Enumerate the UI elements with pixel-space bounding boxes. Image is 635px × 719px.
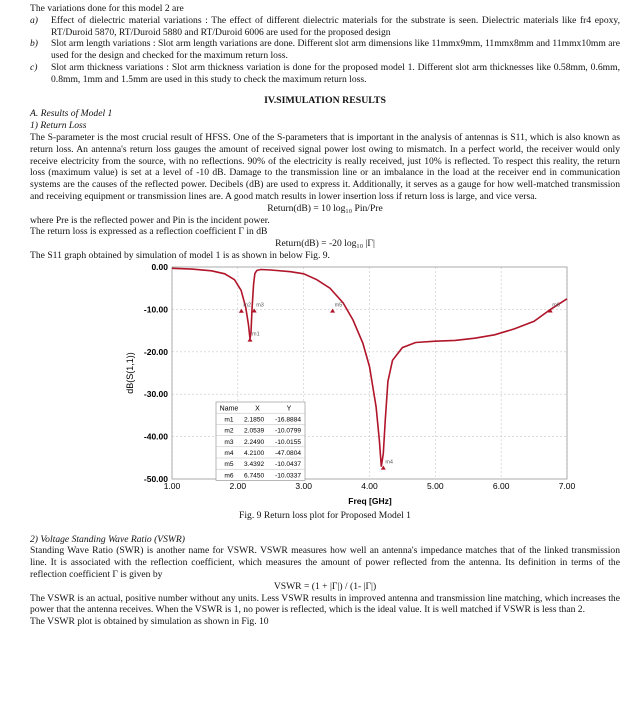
variations-list — [30, 15, 620, 86]
figure-9 — [30, 264, 620, 508]
marker-table-cell: m3 — [224, 438, 234, 446]
x-tick-label: 3.00 — [295, 480, 312, 491]
y-tick-label: -10.00 — [143, 304, 168, 315]
marker-table-cell: -16.8884 — [275, 416, 302, 424]
marker-table-cell: m2 — [224, 427, 234, 435]
marker-table-cell: m4 — [224, 449, 234, 457]
list-text: Effect of dielectric material variations : The effect of different dielectric materials for the substrate is seen. Dielectric materials like fr4 epoxy, RT/Duroid 5870, RT/Duroid 5880 and RT/Duroid 6006 are used for the proposed design — [51, 14, 620, 38]
marker-table-cell: 2.1850 — [244, 416, 265, 424]
marker-table-cell: m5 — [224, 460, 234, 468]
equation-return-loss-2: Return(dB) = -20 log₁₀ |Γ| — [275, 238, 375, 250]
marker-table-cell: m1 — [224, 416, 234, 424]
marker-table-cell: -10.0799 — [275, 427, 302, 435]
y-tick-label: -30.00 — [143, 388, 168, 399]
equation-return-loss-1: Return(dB) = 10 log₁₀ Pin/Pre — [267, 202, 383, 214]
subsection-2-title: 2) Voltage Standing Wave Ratio (VSWR) — [30, 533, 185, 545]
marker-table — [216, 402, 305, 480]
marker-table-cell: -47.0804 — [275, 449, 302, 457]
y-tick-label: -20.00 — [143, 346, 168, 357]
x-tick-label: 7.00 — [558, 480, 576, 491]
y-tick-label: -40.00 — [143, 431, 168, 442]
marker-table-cell: -10.0155 — [275, 438, 302, 446]
list-label: c) — [30, 61, 38, 73]
marker-label: m3 — [256, 302, 264, 309]
marker-label: m1 — [252, 331, 260, 338]
marker-m1 — [248, 337, 253, 341]
y-tick-label: 0.00 — [151, 263, 168, 272]
x-tick-label: 5.00 — [427, 480, 444, 491]
marker-table-cell: -10.0337 — [275, 472, 302, 480]
marker-label: m5 — [334, 302, 343, 309]
subsection-1-title: 1) Return Loss — [30, 120, 87, 132]
marker-label: m6 — [552, 302, 560, 309]
return-loss-paragraph: The S-parameter is the most crucial result of HFSS. One of the S-parameters that is important in the analysis of antennas is S11, which is also known as return loss. An antenna's return loss gauges the amount of received signal power lost owing to mismatch. In a perfect world, the receiver would only receive electricity from the source, with no reflections. 90% of the electricity is really received, just 10% is reflected. To respect this reality, the return loss (maximum value) is set at a level of -10 dB. Damage to the transmission line or an imbalance in the load at the receiver end in communication systems are the causes of the reflected power. Decibels (dB) are used to express it. Additionally, it serves as a gauge for how well-matched transmission and receiving equipment or transmission lines are. A good match results in lower insertion loss if return loss is large, and vice versa. — [30, 131, 620, 202]
marker-table-cell: 3.4392 — [244, 460, 265, 468]
expressed-text: The return loss is expressed as a reflection coefficient Γ in dB — [30, 226, 268, 238]
list-item — [30, 38, 620, 62]
where-text: where Pre is the reflected power and Pin is the incident power. — [30, 214, 270, 226]
x-axis-label: Freq [GHz] — [348, 495, 392, 506]
list-text: Slot arm thickness variations : Slot arm thickness variation is done for the proposed model 1. Different slot arm thicknesses like 0.58mm, 0.6mm, 0.8mm, 1mm and 1.5mm are used in this study to check the maximum return loss. — [51, 61, 620, 85]
intro-text: The variations done for this model 2 are — [30, 3, 184, 14]
list-text: Slot arm length variations : Slot arm length variations are done. Different slot arm dimensions like 11mmx9mm, 11mmx8mm and 11mmx10mm are used for the design and checked for the maximum return loss. — [51, 38, 620, 62]
figure-caption: Fig. 9 Return loss plot for Proposed Model 1 — [239, 509, 411, 521]
subsection-a-title: A. Results of Model 1 — [30, 108, 113, 120]
marker-table-cell: 6.7450 — [244, 472, 265, 480]
s11-intro-text: The S11 graph obtained by simulation of model 1 is as shown in below Fig. 9. — [30, 249, 330, 261]
equation-vswr: VSWR = (1 + |Γ|) / (1- |Γ|) — [273, 580, 377, 592]
vswr-plot-text: The VSWR plot is obtained by simulation as shown in Fig. 10 — [30, 616, 269, 628]
y-tick-label: -50.00 — [143, 473, 168, 484]
y-axis-label: dB(S(1,1)) — [125, 351, 135, 394]
marker-m2 — [239, 308, 244, 312]
marker-table-cell: m6 — [224, 472, 234, 480]
vswr-paragraph: Standing Wave Ratio (SWR) is another name for VSWR. VSWR measures how well an antenna's impedance matches that of the linked transmission line. It is associated with the reflection coefficient, which measures the amount of power reflected from the antenna. Its definition in terms of the reflection coefficient Γ is given by — [30, 545, 620, 580]
marker-m5 — [330, 308, 335, 312]
list-label: a) — [30, 14, 38, 26]
x-tick-label: 1.00 — [163, 480, 181, 491]
list-item — [30, 15, 620, 39]
x-tick-labels — [164, 481, 576, 491]
marker-table-cell: -10.0437 — [275, 460, 302, 468]
y-tick-labels — [144, 264, 168, 484]
marker-table-cell: 2.2490 — [244, 438, 265, 446]
x-tick-label: 4.00 — [361, 480, 378, 491]
marker-label: m4 — [385, 459, 393, 466]
list-label: b) — [30, 38, 38, 50]
marker-label: m2 — [243, 302, 252, 309]
marker-table-cell: 2.0539 — [244, 427, 265, 435]
x-tick-label: 6.00 — [492, 480, 510, 491]
marker-table-cell: 4.2100 — [244, 449, 265, 457]
marker-table-header: Y — [286, 405, 292, 413]
marker-table-header: X — [255, 405, 260, 413]
paper-page — [30, 3, 620, 628]
section-title: IV.SIMULATION RESULTS — [264, 94, 386, 106]
x-tick-label: 2.00 — [229, 480, 247, 491]
list-item — [30, 62, 620, 86]
vswr-paragraph-2: The VSWR is an actual, positive number without any units. Less VSWR results in improved antenna and transmission line matching, which increases the power that the antenna receives. When the VSWR is 1, no power is reflected, which is the ideal value. It is well matched if VSWR is less than 2. — [30, 592, 620, 616]
marker-table-header: Name — [219, 405, 239, 413]
return-loss-chart — [30, 264, 620, 508]
